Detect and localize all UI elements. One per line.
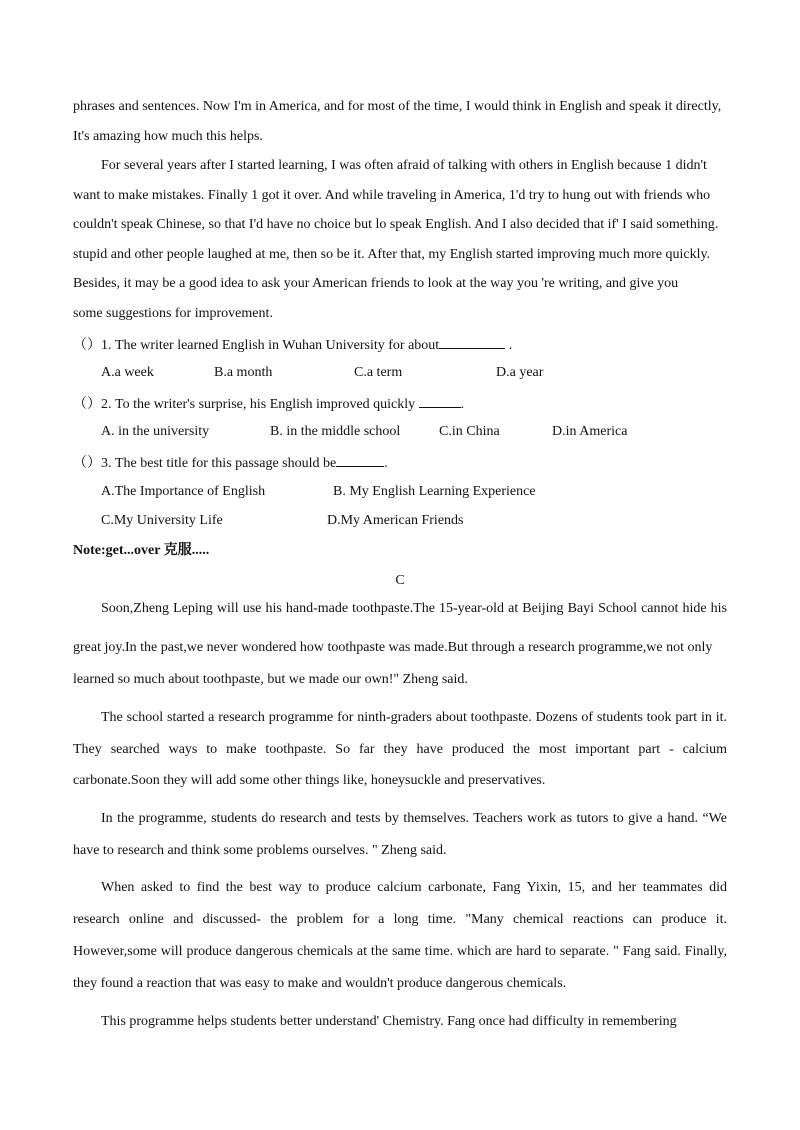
section-c-line: research online and discussed- the problem for a long time. "Many chemical reactions can produce it. <box>73 912 727 927</box>
question-3-suffix: . <box>384 456 388 471</box>
section-c-line: carbonate.Soon they will add some other things like, honeysuckle and preservatives. <box>73 773 546 788</box>
question-2 <box>73 394 464 414</box>
answer-blank <box>419 394 461 408</box>
answer-blank <box>336 453 384 467</box>
passage-b-line: It's amazing how much this helps. <box>73 129 263 144</box>
q2-option-d: D.in America <box>552 424 628 439</box>
question-3 <box>73 453 388 473</box>
question-2-suffix: . <box>460 397 465 412</box>
question-1-suffix: . <box>505 338 513 353</box>
question-1 <box>73 335 512 355</box>
q1-option-c: C.a term <box>354 365 403 380</box>
section-c-line: great joy.In the past,we never wondered how toothpaste was made.But through a research programme,we not only <box>73 640 713 655</box>
passage-b-line: For several years after I started learning, I was often afraid of talking with others in English because 1 didn't <box>101 158 707 173</box>
passage-b-line: Besides, it may be a good idea to ask your American friends to look at the way you 're writing, and give you <box>73 276 679 291</box>
question-3-text: （）3. The best title for this passage should be <box>73 456 337 471</box>
section-c-line: have to research and think some problems ourselves. " Zheng said. <box>73 843 447 858</box>
passage-b-line: some suggestions for improvement. <box>73 306 273 321</box>
passage-b-line: couldn't speak Chinese, so that I'd have no choice but lo speak English. And I also decided that if' I said something. <box>73 217 719 232</box>
section-c-line: They searched ways to make toothpaste. So far they have produced the most important part - calcium <box>73 742 727 757</box>
q2-option-b: B. in the middle school <box>270 424 401 439</box>
passage-b-line: stupid and other people laughed at me, then so be it. After that, my English started improving much more quickly. <box>73 247 711 262</box>
vocabulary-note: Note:get...over 克服..... <box>73 543 210 558</box>
question-2-text: （）2. To the writer's surprise, his English improved quickly <box>73 397 419 412</box>
section-c-line: learned so much about toothpaste, but we made our own!" Zheng said. <box>73 672 468 687</box>
passage-b-line: phrases and sentences. Now I'm in America, and for most of the time, I would think in English and speak it directly, <box>73 99 722 114</box>
section-c-line: they found a reaction that was easy to make and wouldn't produce dangerous chemicals. <box>73 976 567 991</box>
q1-option-b: B.a month <box>214 365 273 380</box>
section-c-line: However,some will produce dangerous chemicals at the same time. which are hard to separate. " Fang said. Finally, <box>73 944 727 959</box>
section-c-line: The school started a research programme for ninth-graders about toothpaste. Dozens of students took part in it. <box>101 710 727 725</box>
passage-b-line: want to make mistakes. Finally 1 got it over. And while traveling in America, 1'd try to hung out with friends who <box>73 188 711 203</box>
section-c-line: When asked to find the best way to produce calcium carbonate, Fang Yixin, 15, and her teammates did <box>101 880 727 895</box>
q1-option-a: A.a week <box>101 365 154 380</box>
q2-option-a: A. in the university <box>101 424 210 439</box>
question-1-text: （）1. The writer learned English in Wuhan University for about <box>73 338 440 353</box>
q3-option-a: A.The Importance of English <box>101 484 266 499</box>
q2-option-c: C.in China <box>439 424 500 439</box>
section-c-line: This programme helps students better understand' Chemistry. Fang once had difficulty in remembering <box>101 1014 677 1029</box>
answer-blank <box>439 335 505 349</box>
q3-option-b: B. My English Learning Experience <box>333 484 536 499</box>
section-c-line: In the programme, students do research and tests by themselves. Teachers work as tutors to give a hand. “We <box>101 811 727 826</box>
section-heading: C <box>395 573 405 588</box>
q3-option-d: D.My American Friends <box>327 513 464 528</box>
q3-option-c: C.My University Life <box>101 513 223 528</box>
q1-option-d: D.a year <box>496 365 544 380</box>
section-c-line: Soon,Zheng Leping will use his hand-made toothpaste.The 15-year-old at Beijing Bayi School cannot hide his <box>101 601 727 616</box>
